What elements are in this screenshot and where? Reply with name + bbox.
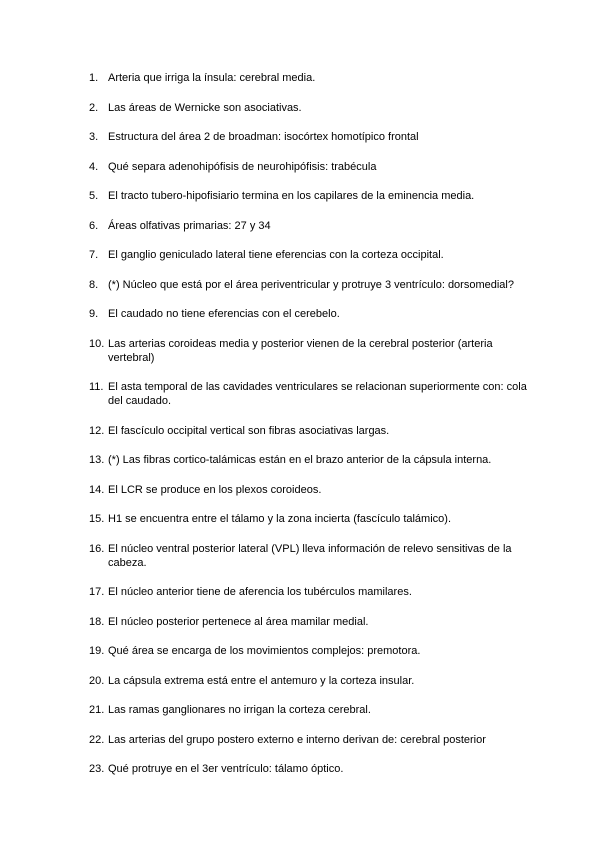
item-text: El núcleo posterior pertenece al área mamilar medial.: [108, 615, 369, 628]
item-number: 2.: [89, 101, 99, 114]
item-number: 15.: [89, 513, 105, 525]
item-text: Las arterias del grupo postero externo e interno derivan de: cerebral posterior: [108, 733, 486, 746]
list-item: [89, 160, 529, 174]
list-item: [89, 453, 529, 467]
list-item: [89, 130, 529, 144]
item-number: 13.: [89, 454, 105, 466]
item-text: El caudado no tiene eferencias con el cerebelo.: [108, 308, 340, 320]
item-number: 19.: [89, 645, 105, 657]
list-item: [89, 674, 529, 688]
item-text: (*) Núcleo que está por el área periventricular y protruye 3 ventrículo: dorsomedial?: [108, 278, 514, 291]
item-number: 4.: [89, 160, 99, 173]
list-item: [89, 71, 529, 85]
item-text: El LCR se produce en los plexos coroideos.: [108, 483, 322, 496]
list-item: [89, 512, 529, 526]
item-text: Las ramas ganglionares no irrigan la corteza cerebral.: [108, 704, 371, 716]
list-item: [89, 189, 529, 203]
list-item: [89, 615, 529, 629]
item-text: Áreas olfativas primarias: 27 y 34: [108, 219, 271, 232]
list-item: [89, 424, 529, 438]
list-item: [89, 101, 529, 115]
list-item: [89, 219, 529, 233]
item-number: 11.: [89, 381, 104, 393]
item-text: (*) Las fibras cortico-talámicas están en el brazo anterior de la cápsula interna.: [108, 454, 492, 466]
item-text: El tracto tubero-hipofisiario termina en los capilares de la eminencia media.: [108, 190, 475, 202]
item-text: La cápsula extrema está entre el antemuro y la corteza insular.: [108, 674, 415, 687]
list-item: [89, 307, 529, 321]
item-number: 7.: [89, 249, 99, 261]
list-item: [89, 585, 529, 599]
item-number: 1.: [89, 72, 99, 84]
item-number: 21.: [89, 704, 105, 716]
question-list: [89, 71, 529, 792]
item-text: Arteria que irriga la ínsula: cerebral media.: [108, 72, 316, 84]
item-number: 9.: [89, 308, 99, 320]
item-number: 12.: [89, 424, 105, 437]
list-item: [89, 337, 529, 365]
list-item: [89, 762, 529, 776]
item-number: 16.: [89, 542, 105, 555]
list-item: [89, 278, 529, 292]
item-text: El asta temporal de las cavidades ventriculares se relacionan superiormente con: cola del caudado.: [108, 381, 527, 407]
item-text: H1 se encuentra entre el tálamo y la zona incierta (fascículo talámico).: [108, 513, 451, 525]
item-number: 8.: [89, 278, 99, 291]
item-number: 5.: [89, 190, 99, 202]
item-number: 23.: [89, 763, 105, 775]
item-number: 22.: [89, 733, 105, 746]
item-number: 18.: [89, 615, 105, 628]
item-number: 3.: [89, 131, 99, 143]
item-text: Qué protruye en el 3er ventrículo: tálamo óptico.: [108, 763, 344, 775]
item-text: El núcleo anterior tiene de aferencia los tubérculos mamilares.: [108, 586, 412, 598]
item-number: 17.: [89, 586, 105, 598]
item-text: El núcleo ventral posterior lateral (VPL) lleva información de relevo sensitivas de la cabeza.: [108, 542, 512, 569]
list-item: [89, 248, 529, 262]
item-number: 10.: [89, 337, 105, 350]
list-item: [89, 542, 529, 570]
list-item: [89, 703, 529, 717]
item-text: Qué área se encarga de los movimientos complejos: premotora.: [108, 645, 421, 657]
list-item: [89, 644, 529, 658]
item-text: Qué separa adenohipófisis de neurohipófisis: trabécula: [108, 160, 377, 173]
item-text: Estructura del área 2 de broadman: isocórtex homotípico frontal: [108, 131, 419, 143]
item-text: Las áreas de Wernicke son asociativas.: [108, 101, 302, 114]
list-item: [89, 483, 529, 497]
item-text: El fascículo occipital vertical son fibras asociativas largas.: [108, 424, 390, 437]
list-item: [89, 380, 529, 408]
item-number: 14.: [89, 483, 105, 496]
item-text: El ganglio geniculado lateral tiene eferencias con la corteza occipital.: [108, 249, 444, 261]
item-number: 20.: [89, 674, 105, 687]
item-text: Las arterias coroideas media y posterior vienen de la cerebral posterior (arteria vertebral): [108, 337, 493, 364]
item-number: 6.: [89, 219, 99, 232]
list-item: [89, 733, 529, 747]
